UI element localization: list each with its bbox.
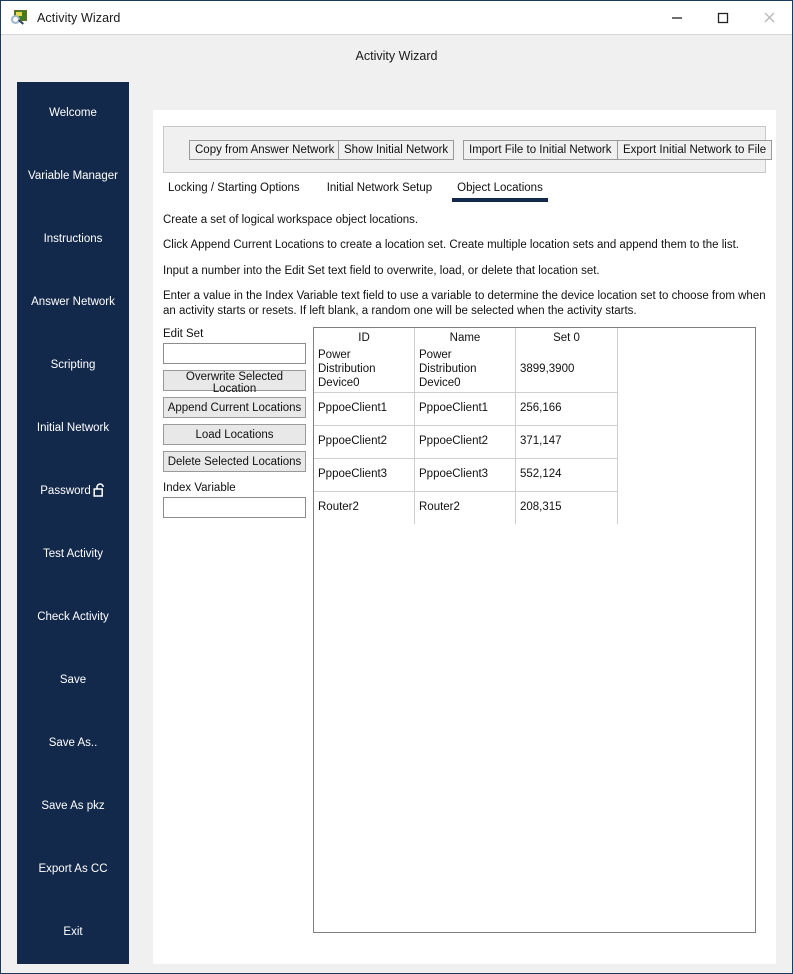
tab-initial-network-setup[interactable]: Initial Network Setup	[322, 182, 437, 198]
tab-bar	[163, 182, 766, 204]
instructions-block	[163, 213, 766, 329]
edit-set-input[interactable]	[163, 343, 306, 364]
show-initial-network-button[interactable]: Show Initial Network	[338, 140, 454, 160]
cell-id: PppoeClient3	[314, 459, 415, 492]
sidebar-item-label: Test Activity	[42, 548, 104, 561]
sidebar-item-label: Variable Manager	[28, 170, 118, 183]
instruction-line: Enter a value in the Index Variable text field to use a variable to determine the device location set to choose from when an activity starts or resets. If left blank, a random one will be selected when the activity starts.	[163, 290, 766, 317]
column-header-set-0[interactable]: Set 0	[516, 328, 618, 347]
sidebar-item-label: Export As CC	[38, 863, 108, 876]
append-current-locations-button[interactable]: Append Current Locations	[163, 397, 306, 418]
sidebar-item-label: Password	[40, 485, 91, 498]
sidebar-item-save[interactable]	[17, 649, 129, 712]
table-row[interactable]	[314, 492, 618, 525]
sidebar-item-answer-network[interactable]	[17, 271, 129, 334]
sidebar-item-label: Exit	[63, 926, 83, 939]
sidebar-item-test-activity[interactable]	[17, 523, 129, 586]
sidebar-item-welcome[interactable]	[17, 82, 129, 145]
sidebar-item-label: Welcome	[49, 107, 97, 120]
title-bar	[1, 1, 792, 34]
main-panel	[153, 110, 776, 964]
cell-name: Power Distribution Device0	[415, 347, 516, 393]
sidebar-item-exit[interactable]	[17, 901, 129, 964]
cell-id: Power Distribution Device0	[314, 347, 415, 393]
object-locations-table	[314, 328, 618, 524]
sidebar-item-label: Initial Network	[36, 422, 110, 435]
sidebar-item-label: Save As..	[48, 737, 98, 750]
sidebar-item-instructions[interactable]	[17, 208, 129, 271]
sidebar-item-label: Scripting	[50, 359, 96, 372]
index-variable-label: Index Variable	[163, 482, 236, 494]
location-controls	[163, 328, 308, 518]
tab-object-locations[interactable]: Object Locations	[452, 182, 548, 202]
cell-set-0: 3899,3900	[516, 347, 618, 393]
edit-set-label: Edit Set	[163, 328, 204, 340]
export-initial-network-to-file-button[interactable]: Export Initial Network to File	[617, 140, 772, 160]
page-title: Activity Wizard	[355, 49, 438, 63]
sidebar-item-password[interactable]	[17, 460, 129, 523]
cell-id: Router2	[314, 492, 415, 525]
cell-id: PppoeClient2	[314, 426, 415, 459]
table-row[interactable]	[314, 426, 618, 459]
maximize-icon[interactable]	[700, 1, 746, 34]
sidebar-item-variable-manager[interactable]	[17, 145, 129, 208]
sidebar-item-scripting[interactable]	[17, 334, 129, 397]
cell-name: PppoeClient3	[415, 459, 516, 492]
cell-name: PppoeClient2	[415, 426, 516, 459]
delete-selected-locations-button[interactable]: Delete Selected Locations	[163, 451, 306, 472]
index-variable-input[interactable]	[163, 497, 306, 518]
activity-wizard-icon	[11, 9, 29, 27]
sidebar-item-label: Instructions	[43, 233, 103, 246]
close-icon[interactable]	[746, 1, 792, 34]
cell-set-0: 371,147	[516, 426, 618, 459]
window-content	[1, 34, 792, 973]
sidebar-item-save-as-pkz[interactable]	[17, 775, 129, 838]
cell-id: PppoeClient1	[314, 393, 415, 426]
cell-name: PppoeClient1	[415, 393, 516, 426]
table-row[interactable]	[314, 459, 618, 492]
load-locations-button[interactable]: Load Locations	[163, 424, 306, 445]
column-header-id[interactable]: ID	[314, 328, 415, 347]
sidebar-item-check-activity[interactable]	[17, 586, 129, 649]
import-file-to-initial-network-button[interactable]: Import File to Initial Network	[463, 140, 618, 160]
cell-set-0: 208,315	[516, 492, 618, 525]
instruction-line: Input a number into the Edit Set text field to overwrite, load, or delete that location set.	[163, 264, 600, 277]
cell-set-0: 552,124	[516, 459, 618, 492]
tab-locking-starting-options[interactable]: Locking / Starting Options	[163, 182, 305, 198]
window-title: Activity Wizard	[37, 10, 121, 25]
network-toolbar	[163, 126, 766, 173]
window-controls	[654, 1, 792, 34]
sidebar-item-label: Answer Network	[31, 296, 115, 309]
sidebar	[17, 82, 129, 964]
table-row[interactable]	[314, 347, 618, 393]
sidebar-item-save-as[interactable]	[17, 712, 129, 775]
table-header-row	[314, 328, 618, 347]
instruction-line: Create a set of logical workspace object locations.	[163, 214, 419, 226]
sidebar-item-label: Check Activity	[37, 611, 109, 624]
cell-set-0: 256,166	[516, 393, 618, 426]
instruction-line: Click Append Current Locations to create a location set. Create multiple location sets and append them to the list.	[163, 239, 739, 252]
sidebar-item-label: Save	[59, 674, 87, 687]
sidebar-item-label: Save As pkz	[41, 800, 105, 813]
minimize-icon[interactable]	[654, 1, 700, 34]
copy-from-answer-network-button[interactable]: Copy from Answer Network	[189, 140, 340, 160]
object-locations-table-container[interactable]	[313, 327, 756, 933]
overwrite-selected-location-button[interactable]: Overwrite Selected Location	[163, 370, 306, 391]
table-row[interactable]	[314, 393, 618, 426]
cell-name: Router2	[415, 492, 516, 525]
sidebar-item-initial-network[interactable]	[17, 397, 129, 460]
sidebar-item-export-as-cc[interactable]	[17, 838, 129, 901]
column-header-name[interactable]: Name	[415, 328, 516, 347]
unlocked-padlock-icon	[93, 483, 106, 501]
